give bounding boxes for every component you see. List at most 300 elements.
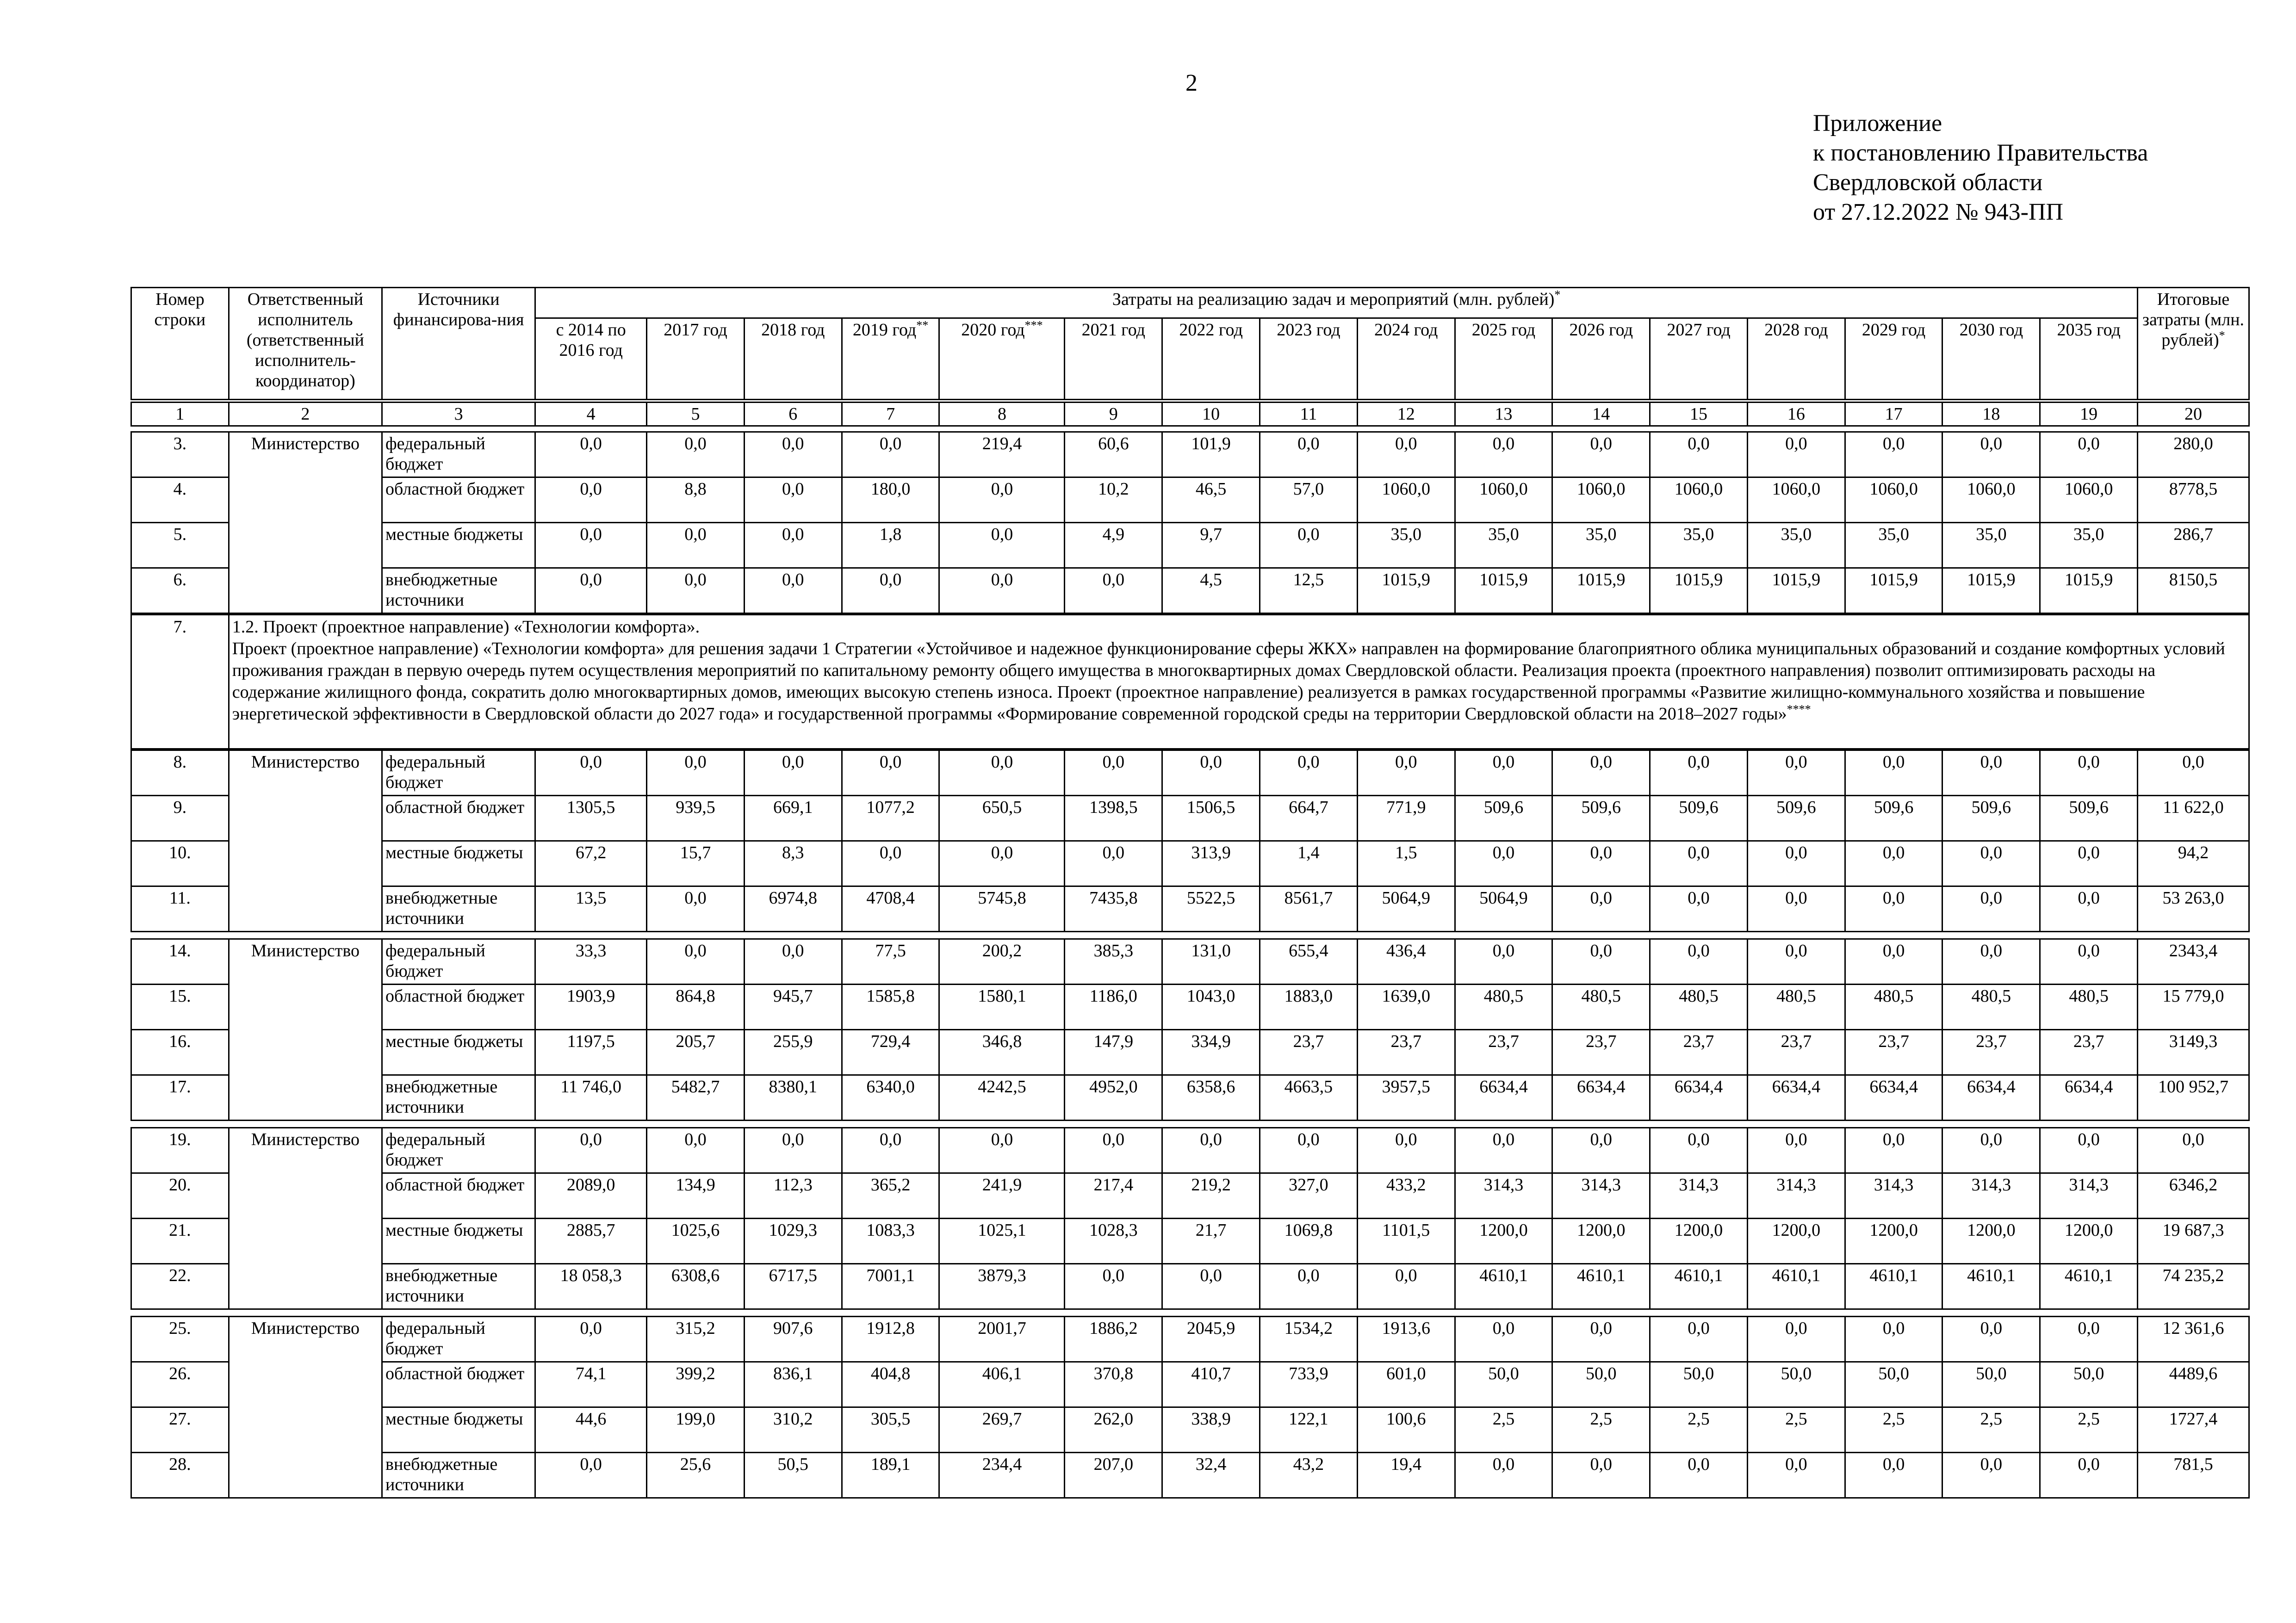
- value-cell: 35,0: [1455, 523, 1552, 568]
- value-cell: 0,0: [1747, 1128, 1845, 1173]
- value-cell: 1,4: [1260, 841, 1358, 886]
- header-costs: Затраты на реализацию задач и мероприятий (млн. рублей)*: [535, 288, 2138, 318]
- header-year: 2018 год: [744, 318, 842, 400]
- value-cell: 6634,4: [1650, 1075, 1748, 1121]
- value-cell: 480,5: [1455, 985, 1552, 1030]
- value-cell: 0,0: [1845, 939, 1942, 985]
- value-cell: 2,5: [1455, 1407, 1552, 1453]
- source-cell: внебюджетные источники: [382, 568, 535, 613]
- value-cell: 836,1: [744, 1362, 842, 1407]
- value-cell: 1015,9: [1845, 568, 1942, 613]
- value-cell: 50,0: [1747, 1362, 1845, 1407]
- column-number: 18: [1942, 403, 2040, 426]
- source-cell: внебюджетные источники: [382, 1075, 535, 1121]
- value-cell: 0,0: [842, 568, 939, 613]
- value-cell: 100 952,7: [2138, 1075, 2249, 1121]
- footnote-mark: ****: [1787, 702, 1811, 716]
- value-cell: 0,0: [1162, 1264, 1260, 1309]
- header-year: 2030 год: [1942, 318, 2040, 400]
- value-cell: 0,0: [744, 939, 842, 985]
- header-row-number: Номер строки: [131, 288, 229, 400]
- source-cell: областной бюджет: [382, 985, 535, 1030]
- header-year: 2022 год: [1162, 318, 1260, 400]
- value-cell: 0,0: [1065, 1128, 1162, 1173]
- value-cell: 0,0: [2040, 750, 2138, 796]
- table-row: [131, 1317, 2249, 1362]
- value-cell: 0,0: [939, 841, 1065, 886]
- source-cell: внебюджетные источники: [382, 1264, 535, 1309]
- value-cell: 370,8: [1065, 1362, 1162, 1407]
- value-cell: 262,0: [1065, 1407, 1162, 1453]
- header-year: 2021 год: [1065, 318, 1162, 400]
- funding-table: [130, 431, 2250, 614]
- value-cell: 74 235,2: [2138, 1264, 2249, 1309]
- value-cell: 664,7: [1260, 796, 1358, 841]
- value-cell: 0,0: [1747, 1453, 1845, 1498]
- approval-line: к постановлению Правительства: [1813, 140, 2148, 166]
- value-cell: 346,8: [939, 1030, 1065, 1075]
- source-cell: федеральный бюджет: [382, 1128, 535, 1173]
- approval-block: [1813, 109, 2148, 227]
- table-row: [131, 477, 2249, 523]
- value-cell: 0,0: [1357, 432, 1455, 477]
- column-number: 17: [1845, 403, 1942, 426]
- approval-line: Свердловской области: [1813, 169, 2043, 196]
- value-cell: 1200,0: [1650, 1219, 1748, 1264]
- value-cell: 4489,6: [2138, 1362, 2249, 1407]
- value-cell: 134,9: [647, 1173, 745, 1219]
- value-cell: 939,5: [647, 796, 745, 841]
- value-cell: 4,9: [1065, 523, 1162, 568]
- value-cell: 1727,4: [2138, 1407, 2249, 1453]
- header-year: с 2014 по 2016 год: [535, 318, 647, 400]
- footnote-mark: *: [1554, 288, 1561, 302]
- row-number: 26.: [131, 1362, 229, 1407]
- value-cell: 2,5: [1552, 1407, 1650, 1453]
- value-cell: 509,6: [1942, 796, 2040, 841]
- value-cell: 1015,9: [1650, 568, 1748, 613]
- value-cell: 314,3: [1845, 1173, 1942, 1219]
- source-cell: внебюджетные источники: [382, 1453, 535, 1498]
- value-cell: 433,2: [1357, 1173, 1455, 1219]
- table-row: [131, 1407, 2249, 1453]
- value-cell: 0,0: [1747, 886, 1845, 932]
- value-cell: 0,0: [1845, 1453, 1942, 1498]
- row-number: 6.: [131, 568, 229, 613]
- source-cell: внебюджетные источники: [382, 886, 535, 932]
- value-cell: 1069,8: [1260, 1219, 1358, 1264]
- value-cell: 199,0: [647, 1407, 745, 1453]
- table-row: [131, 750, 2249, 796]
- value-cell: 0,0: [535, 568, 647, 613]
- value-cell: 1101,5: [1357, 1219, 1455, 1264]
- value-cell: 50,0: [1552, 1362, 1650, 1407]
- column-number: 10: [1162, 403, 1260, 426]
- value-cell: 122,1: [1260, 1407, 1358, 1453]
- value-cell: 23,7: [1747, 1030, 1845, 1075]
- value-cell: 0,0: [647, 568, 745, 613]
- value-cell: 0,0: [1552, 1317, 1650, 1362]
- value-cell: 771,9: [1357, 796, 1455, 841]
- value-cell: 601,0: [1357, 1362, 1455, 1407]
- value-cell: 0,0: [1552, 1453, 1650, 1498]
- value-cell: 3149,3: [2138, 1030, 2249, 1075]
- value-cell: 0,0: [1650, 1317, 1748, 1362]
- value-cell: 18 058,3: [535, 1264, 647, 1309]
- value-cell: 234,4: [939, 1453, 1065, 1498]
- value-cell: 32,4: [1162, 1453, 1260, 1498]
- value-cell: 35,0: [1650, 523, 1748, 568]
- column-number: 8: [939, 403, 1065, 426]
- row-number: 9.: [131, 796, 229, 841]
- value-cell: 509,6: [2040, 796, 2138, 841]
- value-cell: 23,7: [1942, 1030, 2040, 1075]
- row-number: 5.: [131, 523, 229, 568]
- value-cell: 57,0: [1260, 477, 1358, 523]
- value-cell: 509,6: [1455, 796, 1552, 841]
- value-cell: 0,0: [842, 1128, 939, 1173]
- executor-cell: Министерство: [229, 1128, 382, 1309]
- value-cell: 1639,0: [1357, 985, 1455, 1030]
- value-cell: 310,2: [744, 1407, 842, 1453]
- value-cell: 480,5: [1650, 985, 1748, 1030]
- executor-cell: Министерство: [229, 750, 382, 932]
- value-cell: 0,0: [939, 750, 1065, 796]
- value-cell: 314,3: [2040, 1173, 2138, 1219]
- value-cell: 2,5: [1747, 1407, 1845, 1453]
- value-cell: 385,3: [1065, 939, 1162, 985]
- value-cell: 112,3: [744, 1173, 842, 1219]
- value-cell: 0,0: [647, 523, 745, 568]
- value-cell: 1186,0: [1065, 985, 1162, 1030]
- value-cell: 945,7: [744, 985, 842, 1030]
- value-cell: 6340,0: [842, 1075, 939, 1121]
- value-cell: 0,0: [2040, 432, 2138, 477]
- header-year: 2020 год***: [939, 318, 1065, 400]
- project-text: Проект (проектное направление) «Технологии комфорта» для решения задачи 1 Стратегии «Устойчивое и надежное функционирование сферы ЖКХ» направлен на формирование благоприятного облика муниципальных образований и создание комфортных условий проживания граждан в первую очередь путем осуществления мероприятий по капитальному ремонту общего имущества в многоквартирных домах Свердловской области. Реализация проекта (проектного направления) позволит оптимизировать расходы на содержание жилищного фонда, сократить долю многоквартирных домов, имеющих высокую степень износа. Проект (проектное направление) реализуется в рамках государственной программы «Развитие жилищно-коммунального хозяйства и повышение энергетической эффективности в Свердловской области до 2027 года» и государственной программы «Формирование современной городской среды на территории Свердловской области на 2018–2027 годы»****: [232, 639, 2225, 724]
- value-cell: 6634,4: [1552, 1075, 1650, 1121]
- value-cell: 334,9: [1162, 1030, 1260, 1075]
- value-cell: 365,2: [842, 1173, 939, 1219]
- value-cell: 509,6: [1845, 796, 1942, 841]
- source-cell: местные бюджеты: [382, 523, 535, 568]
- value-cell: 0,0: [1845, 1317, 1942, 1362]
- value-cell: 50,0: [1845, 1362, 1942, 1407]
- value-cell: 1200,0: [2040, 1219, 2138, 1264]
- value-cell: 94,2: [2138, 841, 2249, 886]
- value-cell: 1534,2: [1260, 1317, 1358, 1362]
- value-cell: 23,7: [1845, 1030, 1942, 1075]
- value-cell: 10,2: [1065, 477, 1162, 523]
- value-cell: 7001,1: [842, 1264, 939, 1309]
- value-cell: 219,4: [939, 432, 1065, 477]
- column-number: 14: [1552, 403, 1650, 426]
- value-cell: 8778,5: [2138, 477, 2249, 523]
- value-cell: 6974,8: [744, 886, 842, 932]
- value-cell: 1200,0: [1747, 1219, 1845, 1264]
- value-cell: 1015,9: [1747, 568, 1845, 613]
- value-cell: 50,0: [1455, 1362, 1552, 1407]
- value-cell: 1506,5: [1162, 796, 1260, 841]
- value-cell: 23,7: [1455, 1030, 1552, 1075]
- table-row: [131, 1362, 2249, 1407]
- value-cell: 9,7: [1162, 523, 1260, 568]
- value-cell: 0,0: [1552, 939, 1650, 985]
- value-cell: 241,9: [939, 1173, 1065, 1219]
- value-cell: 12,5: [1260, 568, 1358, 613]
- project-description: [229, 615, 2249, 749]
- value-cell: 77,5: [842, 939, 939, 985]
- value-cell: 0,0: [1455, 1317, 1552, 1362]
- value-cell: 11 746,0: [535, 1075, 647, 1121]
- value-cell: 0,0: [535, 1317, 647, 1362]
- value-cell: 0,0: [1942, 750, 2040, 796]
- value-cell: 0,0: [1845, 841, 1942, 886]
- table-row: [131, 939, 2249, 985]
- value-cell: 4610,1: [2040, 1264, 2138, 1309]
- value-cell: 50,5: [744, 1453, 842, 1498]
- value-cell: 0,0: [2138, 750, 2249, 796]
- value-cell: 1083,3: [842, 1219, 939, 1264]
- value-cell: 2343,4: [2138, 939, 2249, 985]
- value-cell: 509,6: [1747, 796, 1845, 841]
- source-cell: областной бюджет: [382, 1362, 535, 1407]
- header-year: 2035 год: [2040, 318, 2138, 400]
- value-cell: 0,0: [2138, 1128, 2249, 1173]
- value-cell: 0,0: [1455, 1453, 1552, 1498]
- value-cell: 0,0: [535, 1128, 647, 1173]
- source-cell: областной бюджет: [382, 1173, 535, 1219]
- value-cell: 410,7: [1162, 1362, 1260, 1407]
- value-cell: 0,0: [1065, 1264, 1162, 1309]
- project-title: 1.2. Проект (проектное направление) «Технологии комфорта».: [232, 617, 700, 637]
- value-cell: 480,5: [1747, 985, 1845, 1030]
- value-cell: 5745,8: [939, 886, 1065, 932]
- value-cell: 0,0: [1260, 432, 1358, 477]
- value-cell: 0,0: [1942, 886, 2040, 932]
- value-cell: 480,5: [1942, 985, 2040, 1030]
- value-cell: 1886,2: [1065, 1317, 1162, 1362]
- table-row: [131, 1075, 2249, 1121]
- table-row: [131, 432, 2249, 477]
- value-cell: 255,9: [744, 1030, 842, 1075]
- value-cell: 1200,0: [1942, 1219, 2040, 1264]
- value-cell: 2,5: [1942, 1407, 2040, 1453]
- page-number: 2: [1185, 70, 1198, 96]
- source-cell: федеральный бюджет: [382, 1317, 535, 1362]
- value-cell: 1015,9: [1552, 568, 1650, 613]
- value-cell: 3879,3: [939, 1264, 1065, 1309]
- value-cell: 280,0: [2138, 432, 2249, 477]
- footnote-mark: **: [916, 318, 929, 332]
- value-cell: 23,7: [2040, 1030, 2138, 1075]
- value-cell: 0,0: [1747, 1317, 1845, 1362]
- value-cell: 327,0: [1260, 1173, 1358, 1219]
- source-cell: федеральный бюджет: [382, 432, 535, 477]
- value-cell: 0,0: [1552, 886, 1650, 932]
- value-cell: 0,0: [939, 568, 1065, 613]
- value-cell: 1585,8: [842, 985, 939, 1030]
- value-cell: 650,5: [939, 796, 1065, 841]
- value-cell: 60,6: [1065, 432, 1162, 477]
- value-cell: 74,1: [535, 1362, 647, 1407]
- header-year: 2029 год: [1845, 318, 1942, 400]
- value-cell: 50,0: [1650, 1362, 1748, 1407]
- value-cell: 35,0: [1747, 523, 1845, 568]
- value-cell: 4610,1: [1650, 1264, 1748, 1309]
- value-cell: 509,6: [1650, 796, 1748, 841]
- column-number: 4: [535, 403, 647, 426]
- column-number: 15: [1650, 403, 1748, 426]
- value-cell: 399,2: [647, 1362, 745, 1407]
- value-cell: 200,2: [939, 939, 1065, 985]
- value-cell: 0,0: [1845, 1128, 1942, 1173]
- value-cell: 0,0: [2040, 1453, 2138, 1498]
- value-cell: 1060,0: [1455, 477, 1552, 523]
- value-cell: 21,7: [1162, 1219, 1260, 1264]
- table-row: [131, 796, 2249, 841]
- source-cell: федеральный бюджет: [382, 750, 535, 796]
- value-cell: 35,0: [1552, 523, 1650, 568]
- column-number: 12: [1357, 403, 1455, 426]
- value-cell: 1060,0: [1650, 477, 1748, 523]
- column-number: 6: [744, 403, 842, 426]
- funding-table: [130, 750, 2250, 932]
- value-cell: 35,0: [1357, 523, 1455, 568]
- value-cell: 23,7: [1552, 1030, 1650, 1075]
- value-cell: 205,7: [647, 1030, 745, 1075]
- value-cell: 0,0: [1260, 750, 1358, 796]
- value-cell: 53 263,0: [2138, 886, 2249, 932]
- value-cell: 189,1: [842, 1453, 939, 1498]
- value-cell: 2001,7: [939, 1317, 1065, 1362]
- value-cell: 1060,0: [1942, 477, 2040, 523]
- value-cell: 43,2: [1260, 1453, 1358, 1498]
- value-cell: 2,5: [1650, 1407, 1748, 1453]
- value-cell: 207,0: [1065, 1453, 1162, 1498]
- value-cell: 6634,4: [1747, 1075, 1845, 1121]
- executor-cell: Министерство: [229, 1317, 382, 1498]
- executor-cell: Министерство: [229, 939, 382, 1121]
- value-cell: 0,0: [535, 432, 647, 477]
- value-cell: 11 622,0: [2138, 796, 2249, 841]
- executor-cell: Министерство: [229, 432, 382, 613]
- value-cell: 2,5: [1845, 1407, 1942, 1453]
- table-row: [131, 1030, 2249, 1075]
- value-cell: 0,0: [2040, 841, 2138, 886]
- value-cell: 313,9: [1162, 841, 1260, 886]
- value-cell: 0,0: [1357, 1128, 1455, 1173]
- value-cell: 781,5: [2138, 1453, 2249, 1498]
- value-cell: 1015,9: [1357, 568, 1455, 613]
- row-number: 19.: [131, 1128, 229, 1173]
- value-cell: 0,0: [1747, 939, 1845, 985]
- value-cell: 1028,3: [1065, 1219, 1162, 1264]
- value-cell: 1200,0: [1552, 1219, 1650, 1264]
- header-executor: Ответственный исполнитель (ответственный исполнитель-координатор): [229, 288, 382, 400]
- approval-line: от 27.12.2022 № 943-ПП: [1813, 199, 2064, 225]
- column-number: 13: [1455, 403, 1552, 426]
- table-row: [131, 1173, 2249, 1219]
- value-cell: 0,0: [842, 432, 939, 477]
- value-cell: 0,0: [744, 477, 842, 523]
- value-cell: 0,0: [1650, 750, 1748, 796]
- value-cell: 4610,1: [1845, 1264, 1942, 1309]
- value-cell: 0,0: [1552, 1128, 1650, 1173]
- row-number: 3.: [131, 432, 229, 477]
- funding-table: [130, 1316, 2250, 1499]
- column-number: 7: [842, 403, 939, 426]
- value-cell: 480,5: [1552, 985, 1650, 1030]
- value-cell: 0,0: [939, 477, 1065, 523]
- header-total: Итоговые затраты (млн. рублей)*: [2138, 288, 2249, 400]
- funding-table: [130, 938, 2250, 1121]
- value-cell: 13,5: [535, 886, 647, 932]
- value-cell: 100,6: [1357, 1407, 1455, 1453]
- value-cell: 1398,5: [1065, 796, 1162, 841]
- value-cell: 0,0: [744, 1128, 842, 1173]
- value-cell: 8,3: [744, 841, 842, 886]
- value-cell: 0,0: [1455, 1128, 1552, 1173]
- value-cell: 0,0: [1942, 841, 2040, 886]
- value-cell: 0,0: [1747, 432, 1845, 477]
- value-cell: 315,2: [647, 1317, 745, 1362]
- value-cell: 101,9: [1162, 432, 1260, 477]
- value-cell: 269,7: [939, 1407, 1065, 1453]
- value-cell: 0,0: [939, 523, 1065, 568]
- value-cell: 314,3: [1552, 1173, 1650, 1219]
- value-cell: 19 687,3: [2138, 1219, 2249, 1264]
- footnote-mark: ***: [1024, 318, 1043, 332]
- value-cell: 1060,0: [1357, 477, 1455, 523]
- value-cell: 1060,0: [2040, 477, 2138, 523]
- value-cell: 2089,0: [535, 1173, 647, 1219]
- value-cell: 404,8: [842, 1362, 939, 1407]
- value-cell: 0,0: [1650, 1453, 1748, 1498]
- value-cell: 7435,8: [1065, 886, 1162, 932]
- table-row: [131, 523, 2249, 568]
- column-number: 11: [1260, 403, 1358, 426]
- value-cell: 33,3: [535, 939, 647, 985]
- value-cell: 0,0: [1065, 750, 1162, 796]
- source-cell: областной бюджет: [382, 796, 535, 841]
- row-number: 17.: [131, 1075, 229, 1121]
- value-cell: 2,5: [2040, 1407, 2138, 1453]
- value-cell: 6634,4: [1942, 1075, 2040, 1121]
- column-number: 19: [2040, 403, 2138, 426]
- value-cell: 4952,0: [1065, 1075, 1162, 1121]
- value-cell: 0,0: [744, 750, 842, 796]
- value-cell: 131,0: [1162, 939, 1260, 985]
- value-cell: 1200,0: [1455, 1219, 1552, 1264]
- value-cell: 907,6: [744, 1317, 842, 1362]
- value-cell: 314,3: [1455, 1173, 1552, 1219]
- row-number: 16.: [131, 1030, 229, 1075]
- value-cell: 23,7: [1357, 1030, 1455, 1075]
- header-year: 2017 год: [647, 318, 745, 400]
- column-number: 9: [1065, 403, 1162, 426]
- value-cell: 0,0: [2040, 939, 2138, 985]
- value-cell: 0,0: [1650, 432, 1748, 477]
- value-cell: 314,3: [1942, 1173, 2040, 1219]
- value-cell: 8,8: [647, 477, 745, 523]
- value-cell: 0,0: [1260, 1128, 1358, 1173]
- header-year: 2027 год: [1650, 318, 1748, 400]
- row-number: 25.: [131, 1317, 229, 1362]
- value-cell: 2045,9: [1162, 1317, 1260, 1362]
- value-cell: 0,0: [1162, 750, 1260, 796]
- value-cell: 19,4: [1357, 1453, 1455, 1498]
